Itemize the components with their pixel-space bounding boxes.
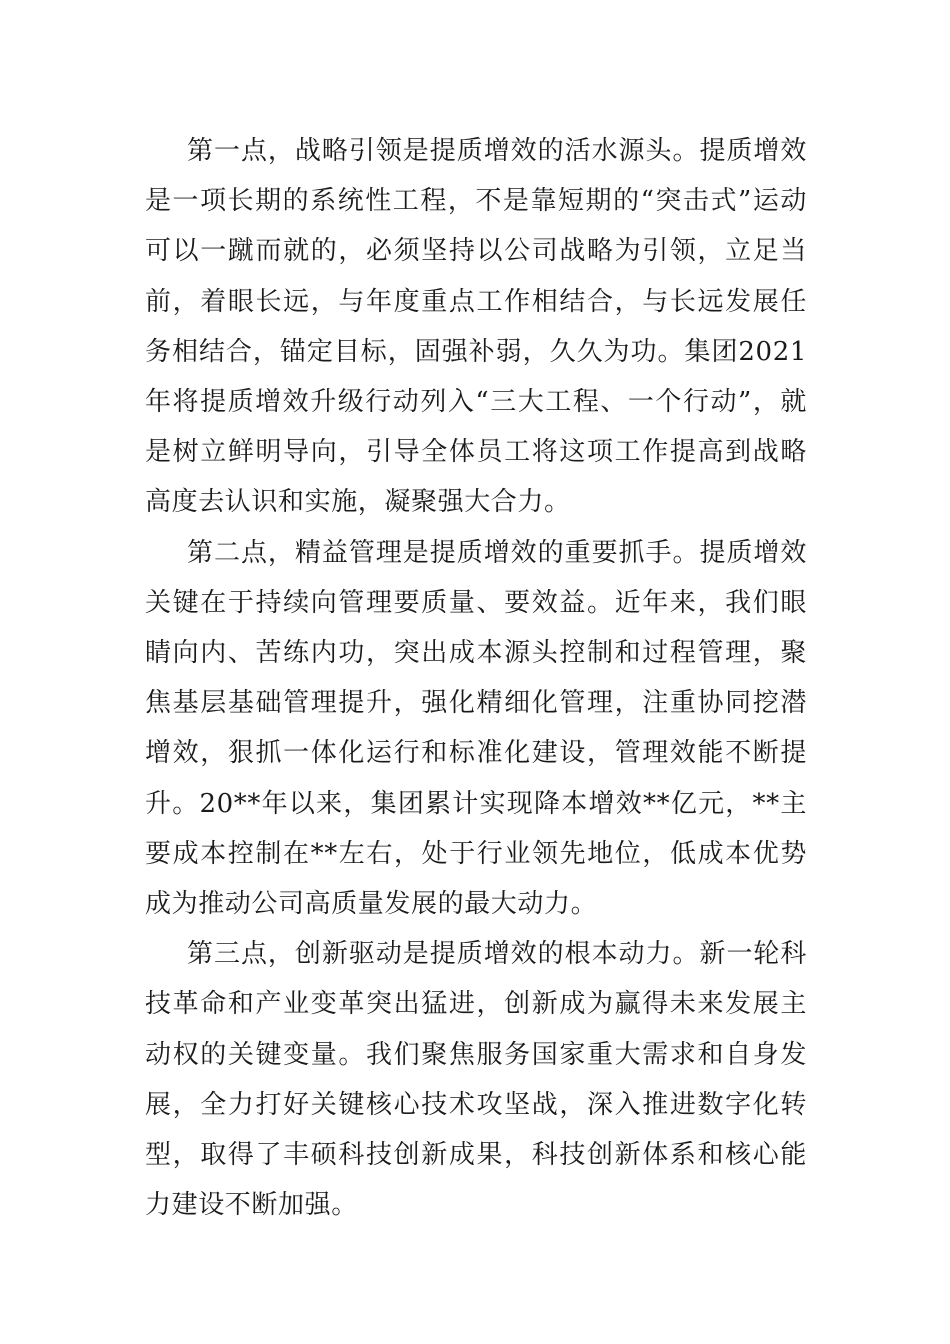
paragraph-lean-management: 第二点，精益管理是提质增效的重要抓手。提质增效关键在于持续向管理要质量、要效益。近年来，我们眼睛向内、苦练内功，突出成本源头控制和过程管理，聚焦基层基础管理提升，强化精细化管理，注重协同挖潜增效，狠抓一体化运行和标准化建设，管理效能不断提升。20**年以来，集团累计实现降本增效**亿元，**主要成本控制在**左右，处于行业领先地位，低成本优势成为推动公司高质量发展的最大动力。 <box>145 537 807 920</box>
paragraph-strategy: 第一点，战略引领是提质增效的活水源头。提质增效是一项长期的系统性工程，不是靠短期的“突击式”运动可以一蹴而就的，必须坚持以公司战略为引领，立足当前，着眼长远，与年度重点工作相结合，与长远发展任务相结合，锚定目标，固强补弱，久久为功。集团2021年将提质增效升级行动列入“三大工程、一个行动”，就是树立鲜明导向，引导全体员工将这项工作提高到战略高度去认识和实施，凝聚强大合力。 <box>145 136 807 518</box>
document-body <box>145 126 807 1230</box>
paragraph-innovation: 第三点，创新驱动是提质增效的根本动力。新一轮科技革命和产业变革突出猛进，创新成为赢得未来发展主动权的关键变量。我们聚焦服务国家重大需求和自身发展，全力打好关键核心技术攻坚战，深入推进数字化转型，取得了丰硕科技创新成果，科技创新体系和核心能力建设不断加强。 <box>145 939 807 1221</box>
